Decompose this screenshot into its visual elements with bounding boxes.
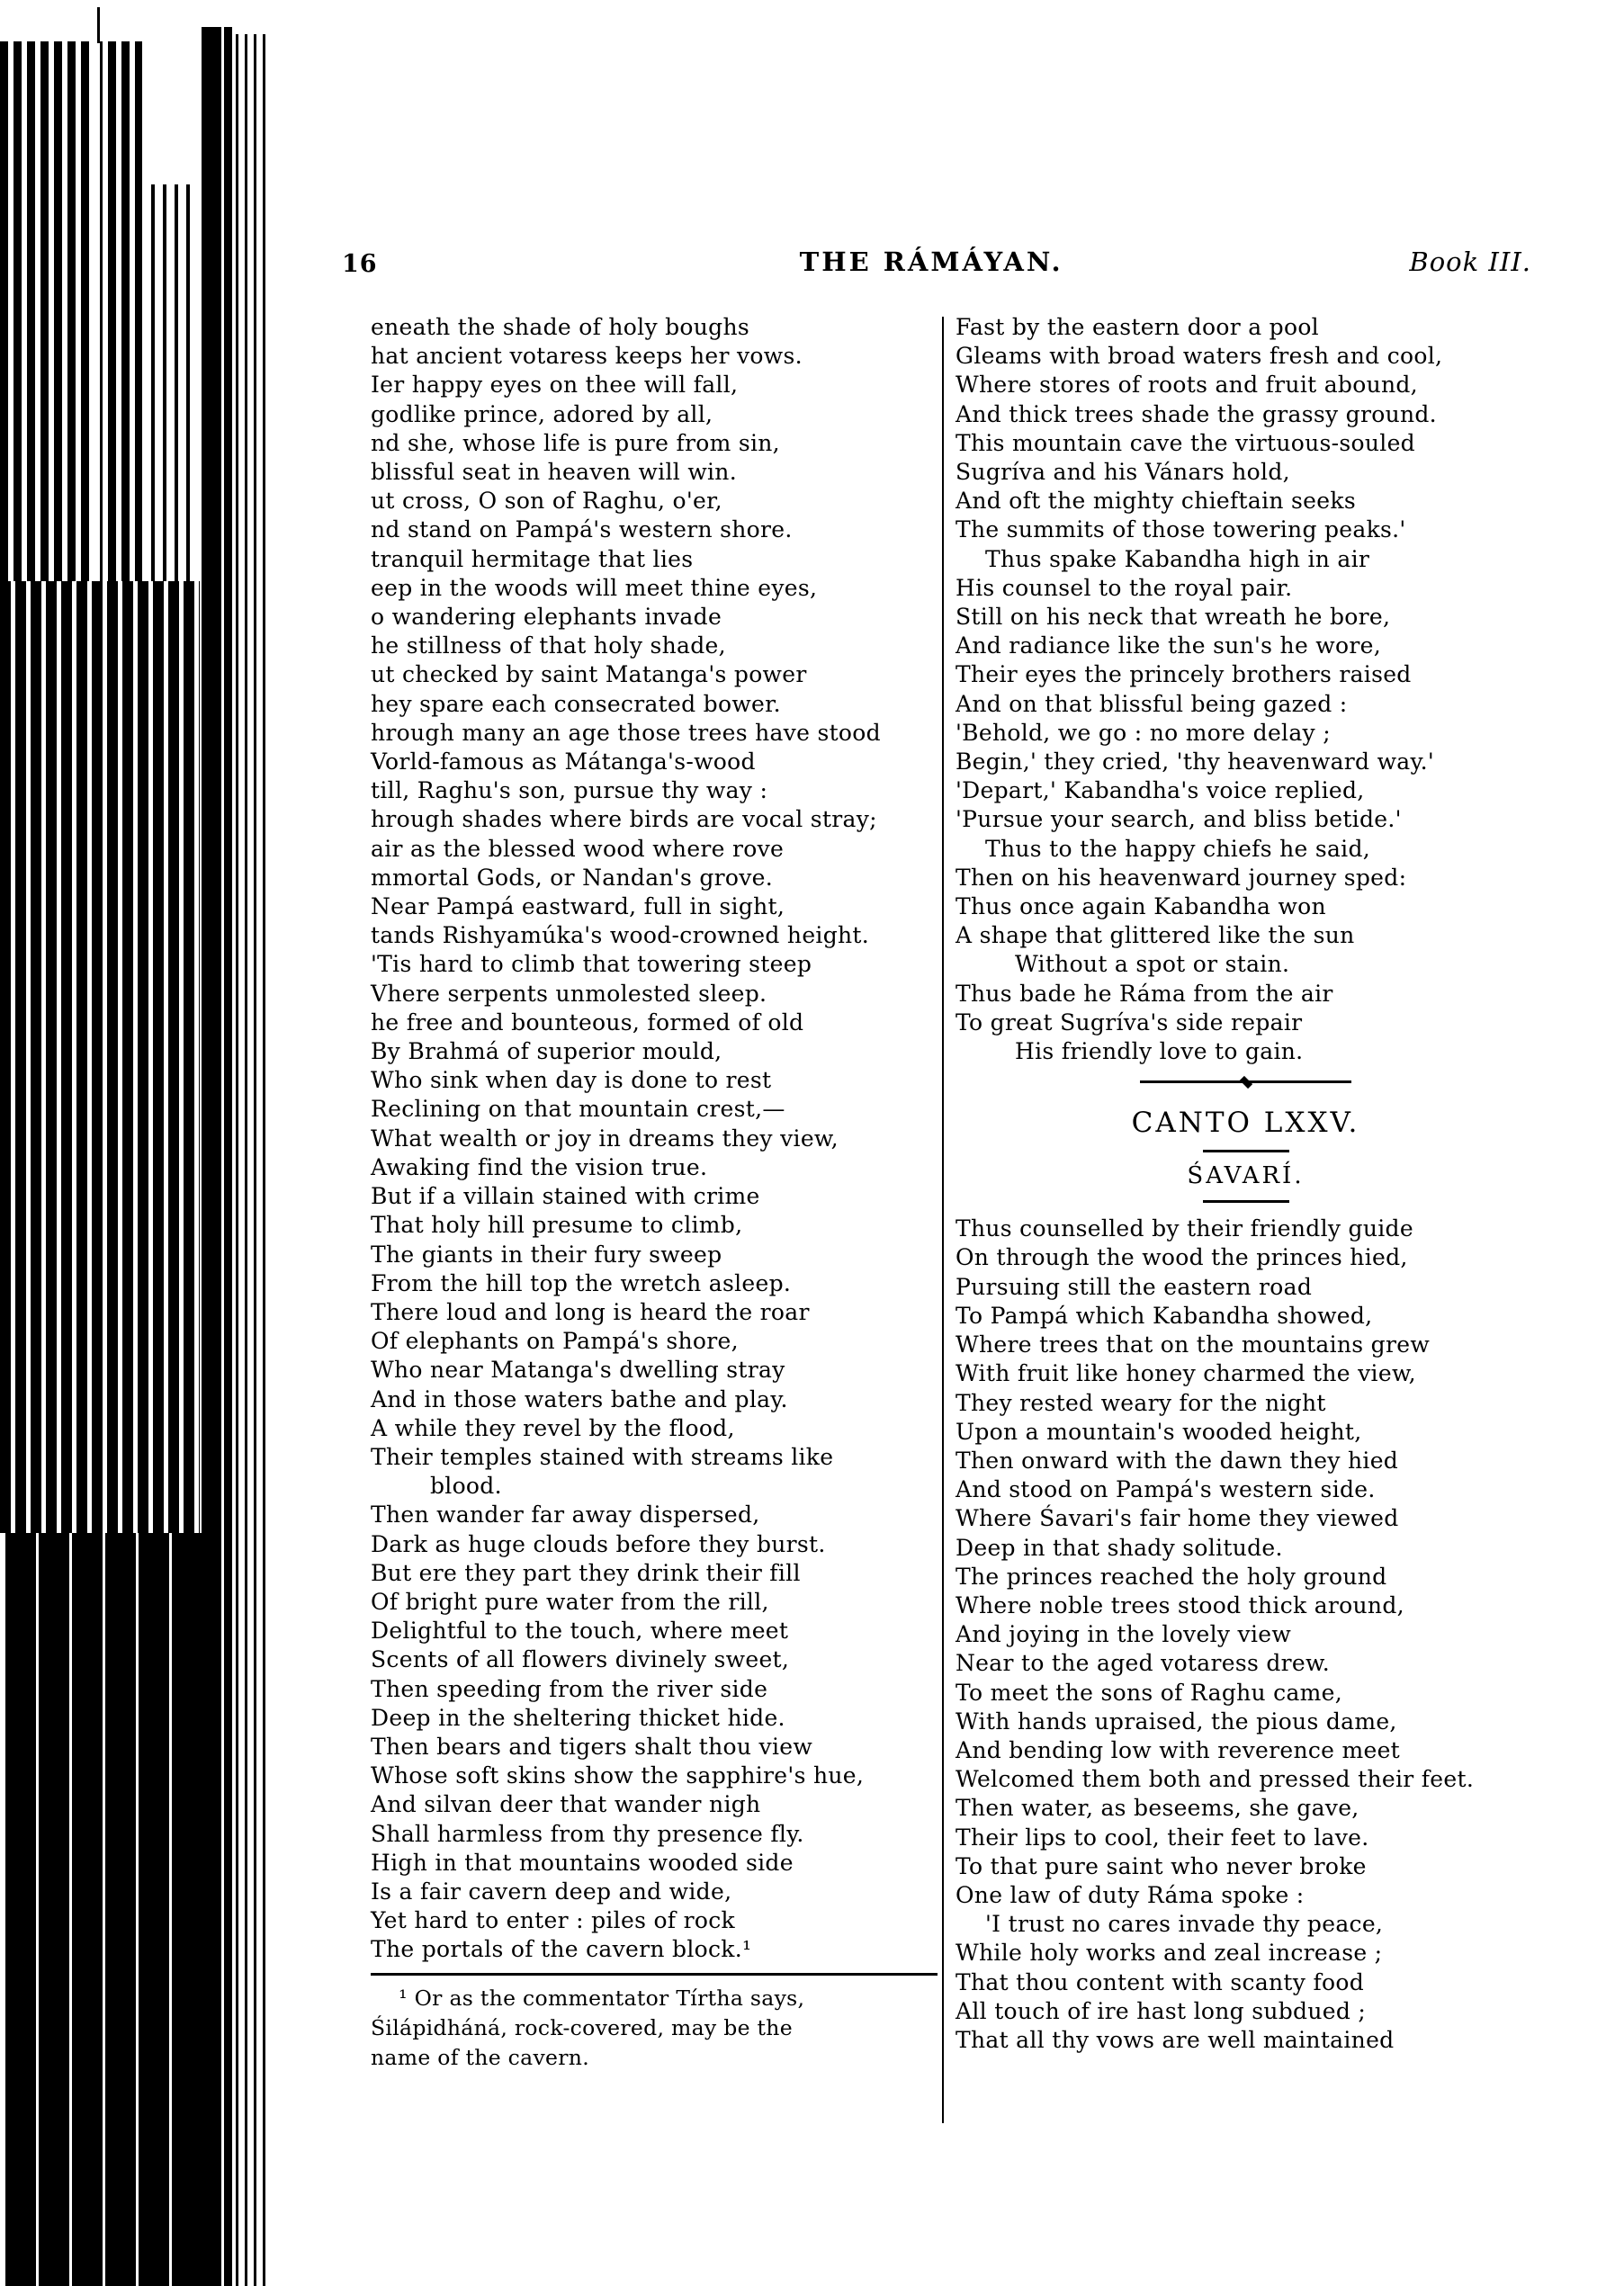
verse-line: he stillness of that holy shade,	[371, 632, 726, 659]
page-number: 16	[342, 250, 378, 278]
verse-line: Of bright pure water from the rill,	[371, 1588, 769, 1615]
left-verse	[371, 313, 938, 1965]
verse-line: To Pampá which Kabandha showed,	[956, 1302, 1373, 1329]
verse-line: The portals of the cavern block.¹	[371, 1936, 752, 1963]
verse-line: Begin,' they cried, 'thy heavenward way.'	[956, 749, 1435, 775]
verse-line: Then water, as beseems, she gave,	[956, 1795, 1359, 1822]
verse-line: Vhere serpents unmolested sleep.	[371, 980, 767, 1007]
verse-line: The giants in their fury sweep	[371, 1241, 722, 1268]
verse-line: They rested weary for the night	[956, 1389, 1326, 1416]
verse-line: Ier happy eyes on thee will fall,	[371, 372, 739, 399]
verse-line: Where stores of roots and fruit abound,	[956, 372, 1418, 399]
verse-line: Is a fair cavern deep and wide,	[371, 1878, 732, 1905]
verse-line: With fruit like honey charmed the view,	[956, 1360, 1416, 1387]
verse-line: Yet hard to enter : piles of rock	[371, 1907, 735, 1934]
verse-line: High in that mountains wooded side	[371, 1849, 794, 1876]
canto-rule-bottom	[1203, 1200, 1289, 1203]
verse-line: nd stand on Pampá's western shore.	[371, 516, 793, 543]
verse-line: Vorld-famous as Mátanga's-wood	[371, 749, 756, 775]
verse-line: And thick trees shade the grassy ground.	[956, 400, 1437, 427]
page-header-title: THE RÁMÁYAN.	[799, 247, 1063, 277]
verse-line: Then on his heavenward journey sped:	[956, 864, 1407, 891]
verse-line: This mountain cave the virtuous-souled	[956, 429, 1415, 456]
scan-streak	[97, 7, 100, 43]
verse-line: And joying in the lovely view	[956, 1621, 1292, 1648]
verse-line: And in those waters bathe and play.	[371, 1385, 788, 1412]
verse-line: hey spare each consecrated bower.	[371, 690, 781, 717]
scan-artifact	[0, 0, 277, 2286]
right-verse-after-canto	[956, 1215, 1536, 2055]
verse-line: But if a villain stained with crime	[371, 1183, 760, 1210]
scan-streaks	[151, 184, 196, 581]
verse-line: Who sink when day is done to rest	[371, 1067, 772, 1094]
verse-line: Gleams with broad waters fresh and cool,	[956, 343, 1443, 370]
scan-streaks	[0, 581, 200, 1533]
scan-streaks	[5, 1533, 202, 2286]
verse-line: Then wander far away dispersed,	[371, 1502, 760, 1528]
verse-line: Where Śavari's fair home they viewed	[956, 1505, 1399, 1532]
verse-line: Upon a mountain's wooded height,	[956, 1418, 1362, 1445]
verse-line: godlike prince, adored by all,	[371, 400, 713, 427]
verse-line: Sugríva and his Vánars hold,	[956, 459, 1290, 486]
verse-line: Then speeding from the river side	[371, 1675, 768, 1702]
verse-line: Deep in the sheltering thicket hide.	[371, 1704, 785, 1731]
canto-divider	[1140, 1080, 1351, 1083]
verse-line: His counsel to the royal pair.	[956, 574, 1293, 601]
verse-line: Thus spake Kabandha high in air	[956, 545, 1370, 572]
verse-line: he free and bounteous, formed of old	[371, 1009, 804, 1035]
verse-line: Without a spot or stain.	[956, 951, 1290, 978]
footnote	[371, 1984, 938, 2073]
verse-line: Delightful to the touch, where meet	[371, 1618, 789, 1645]
footnote-rule	[371, 1973, 938, 1976]
verse-line: Then bears and tigers shalt thou view	[371, 1733, 813, 1760]
scan-streak-gap	[90, 41, 100, 581]
verse-line: Who near Matanga's dwelling stray	[371, 1357, 785, 1384]
canto-rule-top	[1203, 1150, 1289, 1152]
verse-line: And oft the mighty chieftain seeks	[956, 488, 1356, 515]
verse-line: ut checked by saint Matanga's power	[371, 661, 807, 688]
canto-heading-block	[956, 1080, 1536, 1203]
verse-line: On through the wood the princes hied,	[956, 1244, 1408, 1271]
verse-line: Where trees that on the mountains grew	[956, 1331, 1431, 1358]
verse-line: Welcomed them both and pressed their feet.	[956, 1766, 1475, 1793]
verse-line: till, Raghu's son, pursue thy way :	[371, 777, 768, 804]
verse-line: Their eyes the princely brothers raised	[956, 661, 1412, 688]
running-header	[342, 247, 1531, 286]
footnote-line: name of the cavern.	[371, 2044, 589, 2070]
verse-line: Thus once again Kabandha won	[956, 893, 1326, 920]
verse-line: To meet the sons of Raghu came,	[956, 1679, 1343, 1706]
verse-line: ut cross, O son of Raghu, o'er,	[371, 488, 722, 515]
verse-line: Fast by the eastern door a pool	[956, 314, 1319, 340]
verse-line: tranquil hermitage that lies	[371, 545, 694, 572]
verse-line: Dark as huge clouds before they burst.	[371, 1530, 826, 1557]
verse-line: A shape that glittered like the sun	[956, 922, 1355, 949]
verse-line: To great Sugríva's side repair	[956, 1009, 1303, 1035]
verse-line: The princes reached the holy ground	[956, 1563, 1387, 1590]
verse-line: With hands upraised, the pious dame,	[956, 1708, 1397, 1735]
verse-line: 'I trust no cares invade thy peace,	[956, 1911, 1384, 1938]
verse-line: 'Depart,' Kabandha's voice replied,	[956, 777, 1365, 804]
column-divider	[942, 317, 944, 2123]
verse-line: Then onward with the dawn they hied	[956, 1447, 1399, 1474]
verse-line: That all thy vows are well maintained	[956, 2026, 1395, 2053]
verse-line: tands Rishyamúka's wood-crowned height.	[371, 922, 870, 949]
verse-line: hrough shades where birds are vocal stray;	[371, 806, 877, 833]
verse-line: That holy hill presume to climb,	[371, 1212, 743, 1239]
verse-line: Their temples stained with streams like	[371, 1443, 834, 1470]
verse-line: But ere they part they drink their fill	[371, 1559, 801, 1586]
verse-line: Scents of all flowers divinely sweet,	[371, 1646, 790, 1673]
verse-line: hrough many an age those trees have stood	[371, 719, 881, 746]
canto-subtitle: ŚAVARÍ.	[1187, 1162, 1305, 1190]
verse-line: While holy works and zeal increase ;	[956, 1940, 1383, 1967]
verse-line: By Brahmá of superior mould,	[371, 1038, 722, 1065]
right-column	[956, 313, 1536, 2055]
verse-line: Thus counselled by their friendly guide	[956, 1215, 1413, 1242]
verse-line: The summits of those towering peaks.'	[956, 516, 1406, 543]
footnote-line: ¹ Or as the commentator Tírtha says,	[371, 1985, 805, 2011]
verse-line: A while they revel by the flood,	[371, 1414, 735, 1441]
verse-line: Whose soft skins show the sapphire's hue,	[371, 1762, 865, 1789]
verse-line: air as the blessed wood where rove	[371, 835, 785, 862]
verse-line: Near to the aged votaress drew.	[956, 1650, 1330, 1677]
left-column	[371, 313, 938, 2073]
verse-line: mmortal Gods, or Nandan's grove.	[371, 864, 774, 891]
verse-line: Thus to the happy chiefs he said,	[956, 835, 1371, 862]
book-label: Book III.	[1409, 247, 1531, 277]
right-verse-before-canto	[956, 313, 1536, 1066]
verse-line: From the hill top the wretch asleep.	[371, 1269, 792, 1296]
verse-line: And bending low with reverence meet	[956, 1736, 1401, 1763]
verse-line: Of elephants on Pampá's shore,	[371, 1328, 739, 1355]
verse-line: Near Pampá eastward, full in sight,	[371, 893, 785, 920]
scan-streaks	[202, 27, 232, 2286]
verse-line: blissful seat in heaven will win.	[371, 459, 737, 486]
verse-line: Awaking find the vision true.	[371, 1153, 708, 1180]
verse-line: And silvan deer that wander nigh	[371, 1791, 761, 1818]
verse-line: Shall harmless from thy presence fly.	[371, 1820, 804, 1847]
verse-line: All touch of ire hast long subdued ;	[956, 1997, 1367, 2024]
verse-line: eneath the shade of holy boughs	[371, 314, 750, 340]
verse-line: 'Tis hard to climb that towering steep	[371, 951, 812, 978]
verse-line: hat ancient votaress keeps her vows.	[371, 343, 803, 370]
verse-line: 'Behold, we go : no more delay ;	[956, 719, 1331, 746]
verse-line: Pursuing still the eastern road	[956, 1273, 1313, 1300]
verse-line: There loud and long is heard the roar	[371, 1298, 810, 1325]
canto-title: CANTO LXXV.	[1131, 1107, 1360, 1140]
verse-line: o wandering elephants invade	[371, 604, 722, 631]
verse-line: And radiance like the sun's he wore,	[956, 632, 1381, 659]
verse-line: To that pure saint who never broke	[956, 1852, 1367, 1879]
scan-streaks	[236, 34, 272, 2286]
verse-line: Where noble trees stood thick around,	[956, 1591, 1404, 1618]
verse-line: Thus bade he Ráma from the air	[956, 980, 1333, 1007]
verse-line: Still on his neck that wreath he bore,	[956, 604, 1391, 631]
verse-line: 'Pursue your search, and bliss betide.'	[956, 806, 1402, 833]
verse-line: blood.	[371, 1473, 502, 1500]
scan-streaks	[0, 41, 142, 581]
verse-line: That thou content with scanty food	[956, 1968, 1365, 1995]
verse-line: Deep in that shady solitude.	[956, 1534, 1283, 1561]
verse-line: nd she, whose life is pure from sin,	[371, 429, 780, 456]
verse-line: His friendly love to gain.	[956, 1038, 1304, 1065]
verse-line: Reclining on that mountain crest,—	[371, 1096, 785, 1123]
footnote-line: Śilápidháná, rock-covered, may be the	[371, 2014, 793, 2040]
verse-line: And stood on Pampá's western side.	[956, 1476, 1376, 1503]
verse-line: Their lips to cool, their feet to lave.	[956, 1824, 1369, 1851]
verse-line: One law of duty Ráma spoke :	[956, 1881, 1305, 1908]
verse-line: What wealth or joy in dreams they view,	[371, 1125, 839, 1152]
verse-line: eep in the woods will meet thine eyes,	[371, 574, 818, 601]
verse-line: And on that blissful being gazed :	[956, 690, 1348, 717]
